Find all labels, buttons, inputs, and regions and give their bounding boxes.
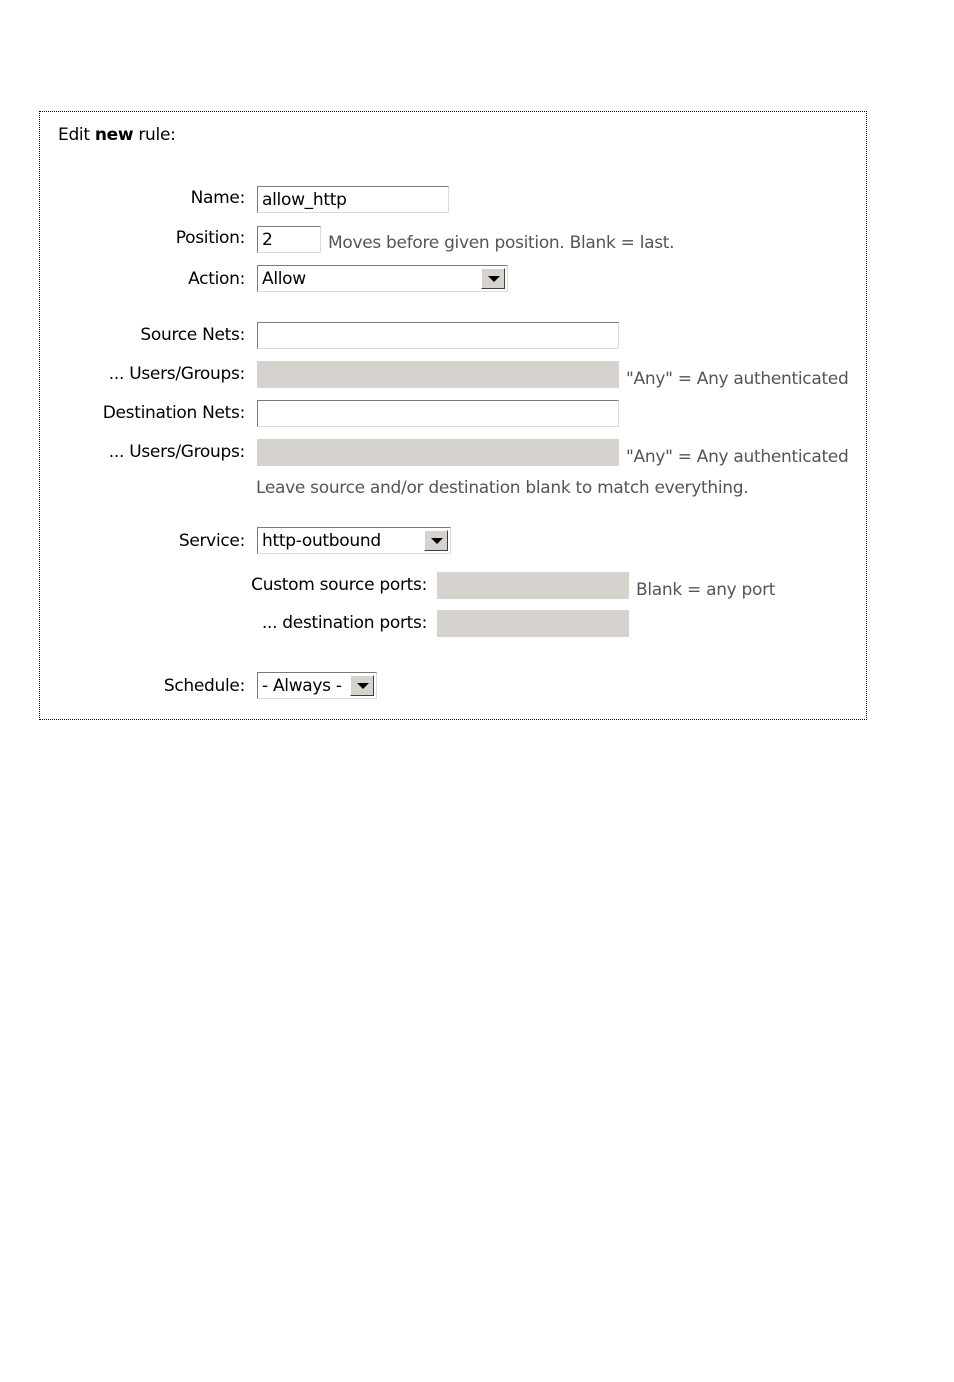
chevron-down-icon xyxy=(357,683,369,689)
destination-ports-input[interactable] xyxy=(437,610,629,637)
source-nets-input[interactable] xyxy=(257,322,619,349)
position-input[interactable]: 2 xyxy=(257,226,321,253)
form-heading xyxy=(58,125,176,145)
schedule-dropdown-button[interactable] xyxy=(350,675,374,696)
chevron-down-icon xyxy=(431,538,443,544)
custom-source-ports-input[interactable] xyxy=(437,572,629,599)
ports-hint: Blank = any port xyxy=(636,580,776,600)
destination-ports-label: ... destination ports: xyxy=(261,613,427,633)
schedule-select-value: - Always - xyxy=(262,676,342,696)
schedule-select[interactable] xyxy=(257,672,377,699)
custom-source-ports-label: Custom source ports: xyxy=(251,575,427,595)
heading-suffix: rule: xyxy=(133,125,176,145)
service-dropdown-button[interactable] xyxy=(424,530,448,551)
name-input[interactable]: allow_http xyxy=(257,186,449,213)
service-select-value: http-outbound xyxy=(262,531,381,551)
action-select-value: Allow xyxy=(262,269,306,289)
source-users-input[interactable] xyxy=(257,361,619,388)
service-select[interactable] xyxy=(257,527,451,554)
name-label: Name: xyxy=(190,188,245,208)
edit-rule-panel xyxy=(39,111,867,720)
heading-bold: new xyxy=(94,125,134,145)
destination-nets-input[interactable] xyxy=(257,400,619,427)
source-nets-label: Source Nets: xyxy=(140,325,245,345)
heading-prefix: Edit xyxy=(58,125,95,145)
source-users-hint: "Any" = Any authenticated xyxy=(626,369,849,389)
destination-nets-label: Destination Nets: xyxy=(102,403,245,423)
destination-users-label: ... Users/Groups: xyxy=(108,442,245,462)
action-dropdown-button[interactable] xyxy=(481,268,505,289)
schedule-label: Schedule: xyxy=(163,676,245,696)
position-label: Position: xyxy=(175,228,245,248)
action-label: Action: xyxy=(188,269,245,289)
action-select[interactable] xyxy=(257,265,508,292)
chevron-down-icon xyxy=(488,276,500,282)
blank-match-hint: Leave source and/or destination blank to match everything. xyxy=(256,478,749,498)
service-label: Service: xyxy=(178,531,245,551)
destination-users-hint: "Any" = Any authenticated xyxy=(626,447,849,467)
source-users-label: ... Users/Groups: xyxy=(108,364,245,384)
position-hint: Moves before given position. Blank = last. xyxy=(328,233,675,253)
destination-users-input[interactable] xyxy=(257,439,619,466)
